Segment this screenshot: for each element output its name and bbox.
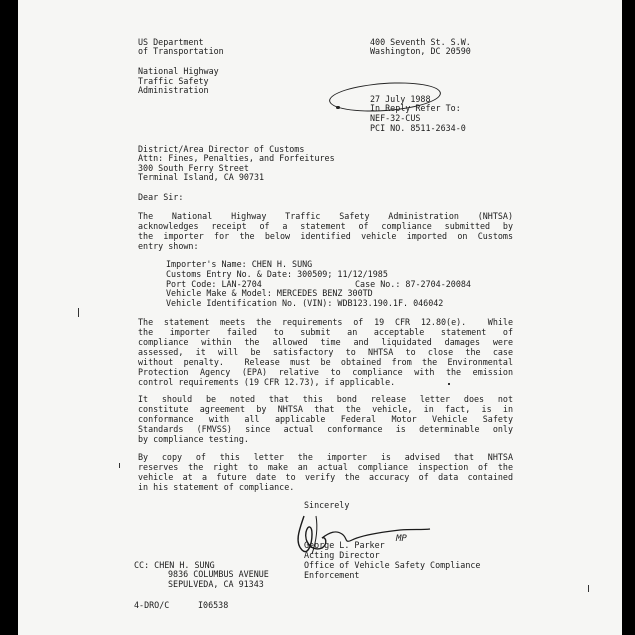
administration-name-cont: Traffic Safety xyxy=(138,76,209,86)
paragraph-requirements xyxy=(138,317,513,387)
scan-mark xyxy=(448,383,450,385)
signer-office: Office of Vehicle Safety Compliance xyxy=(304,560,481,570)
recipient-attention: Attn: Fines, Penalties, and Forfeitures xyxy=(138,153,335,163)
recipient-city: Terminal Island, CA 90731 xyxy=(138,172,265,182)
cc-street: 9836 COLUMBUS AVENUE xyxy=(168,569,269,579)
paragraph-bond-release xyxy=(138,394,513,444)
agency-address-city: Washington, DC 20590 xyxy=(370,46,471,56)
case-number: Case No.: 87-2704-20084 xyxy=(355,279,471,289)
paragraph-line: vehicle at a future date to verify the accuracy of data contained xyxy=(138,472,513,482)
recipient-title: District/Area Director of Customs xyxy=(138,144,305,154)
paragraph-inspection-rights xyxy=(138,452,513,492)
paragraph-line: acknowledges receipt of a statement of compliance submitted by xyxy=(138,221,513,231)
reply-refer-label: In Reply Refer To: xyxy=(370,103,461,113)
paragraph-line: Standards (FMVSS) since actual conformance is determinable only xyxy=(138,424,513,434)
footer-routing-code: 4-DRO/C xyxy=(134,600,170,610)
vehicle-make-model: Vehicle Make & Model: MERCEDES BENZ 300TD xyxy=(166,288,373,298)
pci-number: PCI NO. 8511-2634-0 xyxy=(370,123,466,133)
paragraph-line: The statement meets the requirements of 19 CFR 12.80(e). While xyxy=(138,317,513,327)
paragraph-line: assessed, it will be satisfactory to NHTSA to close the case xyxy=(138,347,513,357)
cc-city: SEPULVEDA, CA 91343 xyxy=(168,579,264,589)
closing: Sincerely xyxy=(304,500,350,510)
paragraph-line: the importer failed to submit an acceptable statement of xyxy=(138,327,513,337)
paragraph-acknowledgement xyxy=(138,211,513,251)
reference-code: NEF-32-CUS xyxy=(370,113,421,123)
paragraph-line: compliance within the allowed time and liquidated damages were xyxy=(138,337,513,347)
administration-name-end: Administration xyxy=(138,85,209,95)
scan-mark xyxy=(588,585,589,592)
cc-name: CC: CHEN H. SUNG xyxy=(134,560,215,570)
paragraph-line: control requirements (19 CFR 12.73), if applicable. xyxy=(138,377,396,387)
paragraph-line: the importer for the below identified vehicle imported on Customs xyxy=(138,231,513,241)
paragraph-line: in his statement of compliance. xyxy=(138,482,295,492)
importer-name: Importer's Name: CHEN H. SUNG xyxy=(166,259,313,269)
agency-name-cont: of Transportation xyxy=(138,46,224,56)
signer-title: Acting Director xyxy=(304,550,380,560)
footer-document-number: I06538 xyxy=(198,600,229,610)
paragraph-line: conformance with all applicable Federal Motor Vehicle Safety xyxy=(138,414,513,424)
paragraph-line: without penalty. Release must be obtained from the Environmental xyxy=(138,357,513,367)
customs-entry: Customs Entry No. & Date: 300509; 11/12/1985 xyxy=(166,269,388,279)
recipient-street: 300 South Ferry Street xyxy=(138,163,249,173)
signer-initials: MP xyxy=(396,534,407,544)
signer-name: George L. Parker xyxy=(304,540,385,550)
paragraph-line: Protection Agency (EPA) relative to compliance with the emission xyxy=(138,367,513,377)
administration-name: National Highway xyxy=(138,66,219,76)
paragraph-line: entry shown: xyxy=(138,241,199,251)
agency-name: US Department xyxy=(138,37,204,47)
vehicle-vin: Vehicle Identification No. (VIN): WDB123.190.1F. 046042 xyxy=(166,298,444,308)
paragraph-line: constitute agreement by NHTSA that the vehicle, in fact, is in xyxy=(138,404,513,414)
agency-address-street: 400 Seventh St. S.W. xyxy=(370,37,471,47)
signer-office-cont: Enforcement xyxy=(304,570,360,580)
paragraph-line: reserves the right to make an actual compliance inspection of the xyxy=(138,462,513,472)
ink-dot xyxy=(336,106,340,109)
paragraph-line: By copy of this letter the importer is advised that NHTSA xyxy=(138,452,513,462)
port-code: Port Code: LAN-2704 xyxy=(166,279,262,289)
paragraph-line: It should be noted that this bond release letter does not xyxy=(138,394,513,404)
letter-date: 27 July 1988 xyxy=(370,94,431,104)
scan-mark xyxy=(119,463,120,468)
salutation: Dear Sir: xyxy=(138,192,184,202)
paragraph-line: The National Highway Traffic Safety Administration (NHTSA) xyxy=(138,211,513,221)
paragraph-line: by compliance testing. xyxy=(138,434,249,444)
scan-mark xyxy=(78,308,79,317)
